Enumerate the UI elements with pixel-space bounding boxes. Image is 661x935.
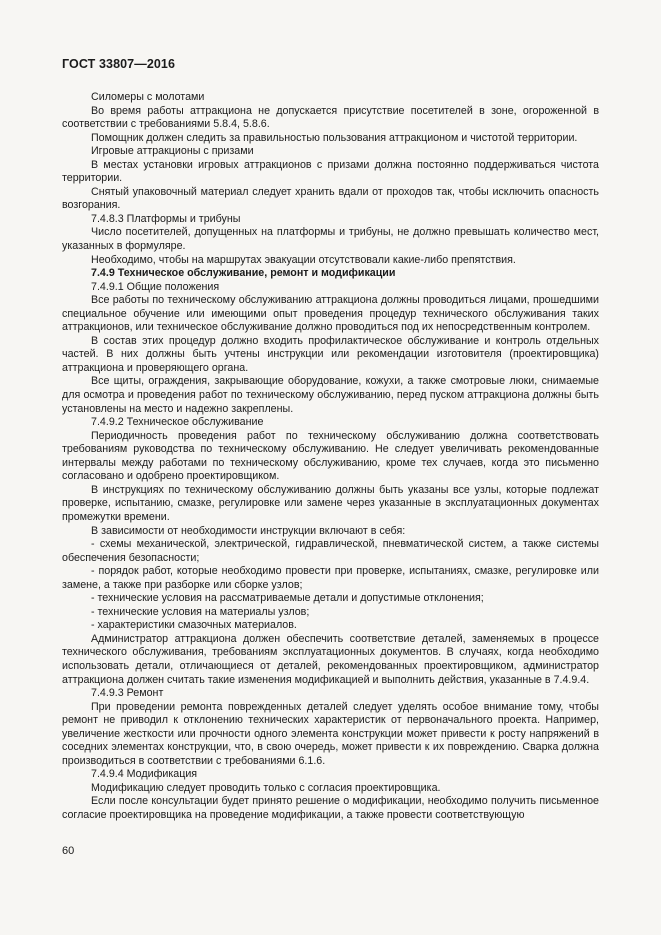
paragraph: Помощник должен следить за правильностью пользования аттракционом и чистотой территории. (91, 131, 578, 144)
section-heading: 7.4.8.3 Платформы и трибуны (91, 212, 241, 225)
paragraph: Периодичность проведения работ по техническому обслуживанию должна соответствовать требованиям руководства по техническому обслуживанию. Не следует увеличивать рекомендованные интервалы между работами по техническому обслуживанию, кроме тех случаев, когда это письменно согласовано и одобрено проектировщиком. (62, 429, 599, 483)
paragraph: Все работы по техническому обслуживанию аттракциона должны проводиться лицами, прошедшими специальное обучение или имеющими опыт проведения процедур технического обслуживания таких аттракционов, или техническое обслуживание должно проводиться под их непосредственным контролем. (62, 294, 599, 334)
paragraph: Администратор аттракциона должен обеспечить соответствие деталей, заменяемых в процессе технического обслуживания, требованиям эксплуатационных документов. В случаях, когда необходимо использовать детали, отличающиеся от деталей, рекомендованных проектировщиком, администратор аттракциона должен считать такие изменения модификацией и выполнить действия, указанные в 7.4.9.4. (62, 632, 599, 686)
paragraph: В зависимости от необходимости инструкции включают в себя: (91, 524, 406, 537)
subheading: Игровые аттракционы с призами (91, 145, 254, 158)
paragraph: В местах установки игровых аттракционов с призами должна постоянно поддерживаться чистота территории. (62, 158, 599, 185)
subheading: Силомеры с молотами (91, 91, 205, 103)
paragraph: Снятый упаковочный материал следует хранить вдали от проходов так, чтобы исключить опасность возгорания. (62, 185, 599, 212)
paragraph: Число посетителей, допущенных на платформы и трибуны, не должно превышать количество мест, указанных в формуляре. (62, 226, 599, 253)
section-heading: 7.4.9.2 Техническое обслуживание (91, 416, 264, 429)
paragraph: Если после консультации будет принято решение о модификации, необходимо получить письменное согласие проектировщика на проведение модификации, а также провести соответствующую (62, 795, 599, 821)
list-item: - схемы механической, электрической, гидравлической, пневматической систем, а также системы обеспечения безопасности; (62, 538, 599, 564)
document-body (62, 91, 599, 823)
section-heading: 7.4.9.4 Модификация (91, 768, 198, 781)
paragraph: Необходимо, чтобы на маршрутах эвакуации отсутствовали какие-либо препятствия. (91, 253, 516, 266)
document-header: ГОСТ 33807—2016 (62, 57, 176, 71)
paragraph: В состав этих процедур должно входить профилактическое обслуживание и контроль отдельных частей. В них должны быть учтены инструкции или рекомендации изготовителя (проектировщика) аттракциона и проверяющего органа. (62, 334, 599, 374)
paragraph: Модификацию следует проводить только с согласия проектировщика. (91, 781, 441, 794)
section-heading-bold: 7.4.9 Техническое обслуживание, ремонт и модификации (91, 267, 396, 280)
list-item: - технические условия на материалы узлов; (91, 605, 310, 618)
list-item: - характеристики смазочных материалов. (91, 619, 297, 632)
section-heading: 7.4.9.1 Общие положения (91, 280, 220, 293)
section-heading: 7.4.9.3 Ремонт (91, 687, 164, 700)
page-number: 60 (62, 845, 75, 857)
paragraph: При проведении ремонта поврежденных деталей следует уделять особое внимание тому, чтобы ремонт не приводил к отклонению технических характеристик от первоначального проекта. Например, увеличение жесткости или прочности одного элемента конструкции может привести к росту напряжений в соседних элементах конструкции, что, в свою очередь, может привести к их повреждению. Сварка должна производиться в соответствии с требованиями 6.1.6. (62, 700, 599, 767)
paragraph: Во время работы аттракциона не допускается присутствие посетителей в зоне, огороженной в соответствии с требованиями 5.8.4, 5.8.6. (62, 104, 599, 131)
paragraph: Все щиты, ограждения, закрывающие оборудование, кожухи, а также смотровые люки, снимаемые для осмотра и проведения работ по техническому обслуживанию, перед пуском аттракциона должны быть установлены на место и надежно закреплены. (62, 375, 599, 415)
paragraph: В инструкциях по техническому обслуживанию должны быть указаны все узлы, которые подлежат проверке, испытанию, смазке, регулировке или замене через указанные в эксплуатационных документах промежутки времени. (62, 483, 599, 523)
list-item: - порядок работ, которые необходимо провести при проверке, испытаниях, смазке, регулировке или замене, а также при разборке или сборке узлов; (62, 565, 599, 591)
list-item: - технические условия на рассматриваемые детали и допустимые отклонения; (91, 592, 484, 605)
